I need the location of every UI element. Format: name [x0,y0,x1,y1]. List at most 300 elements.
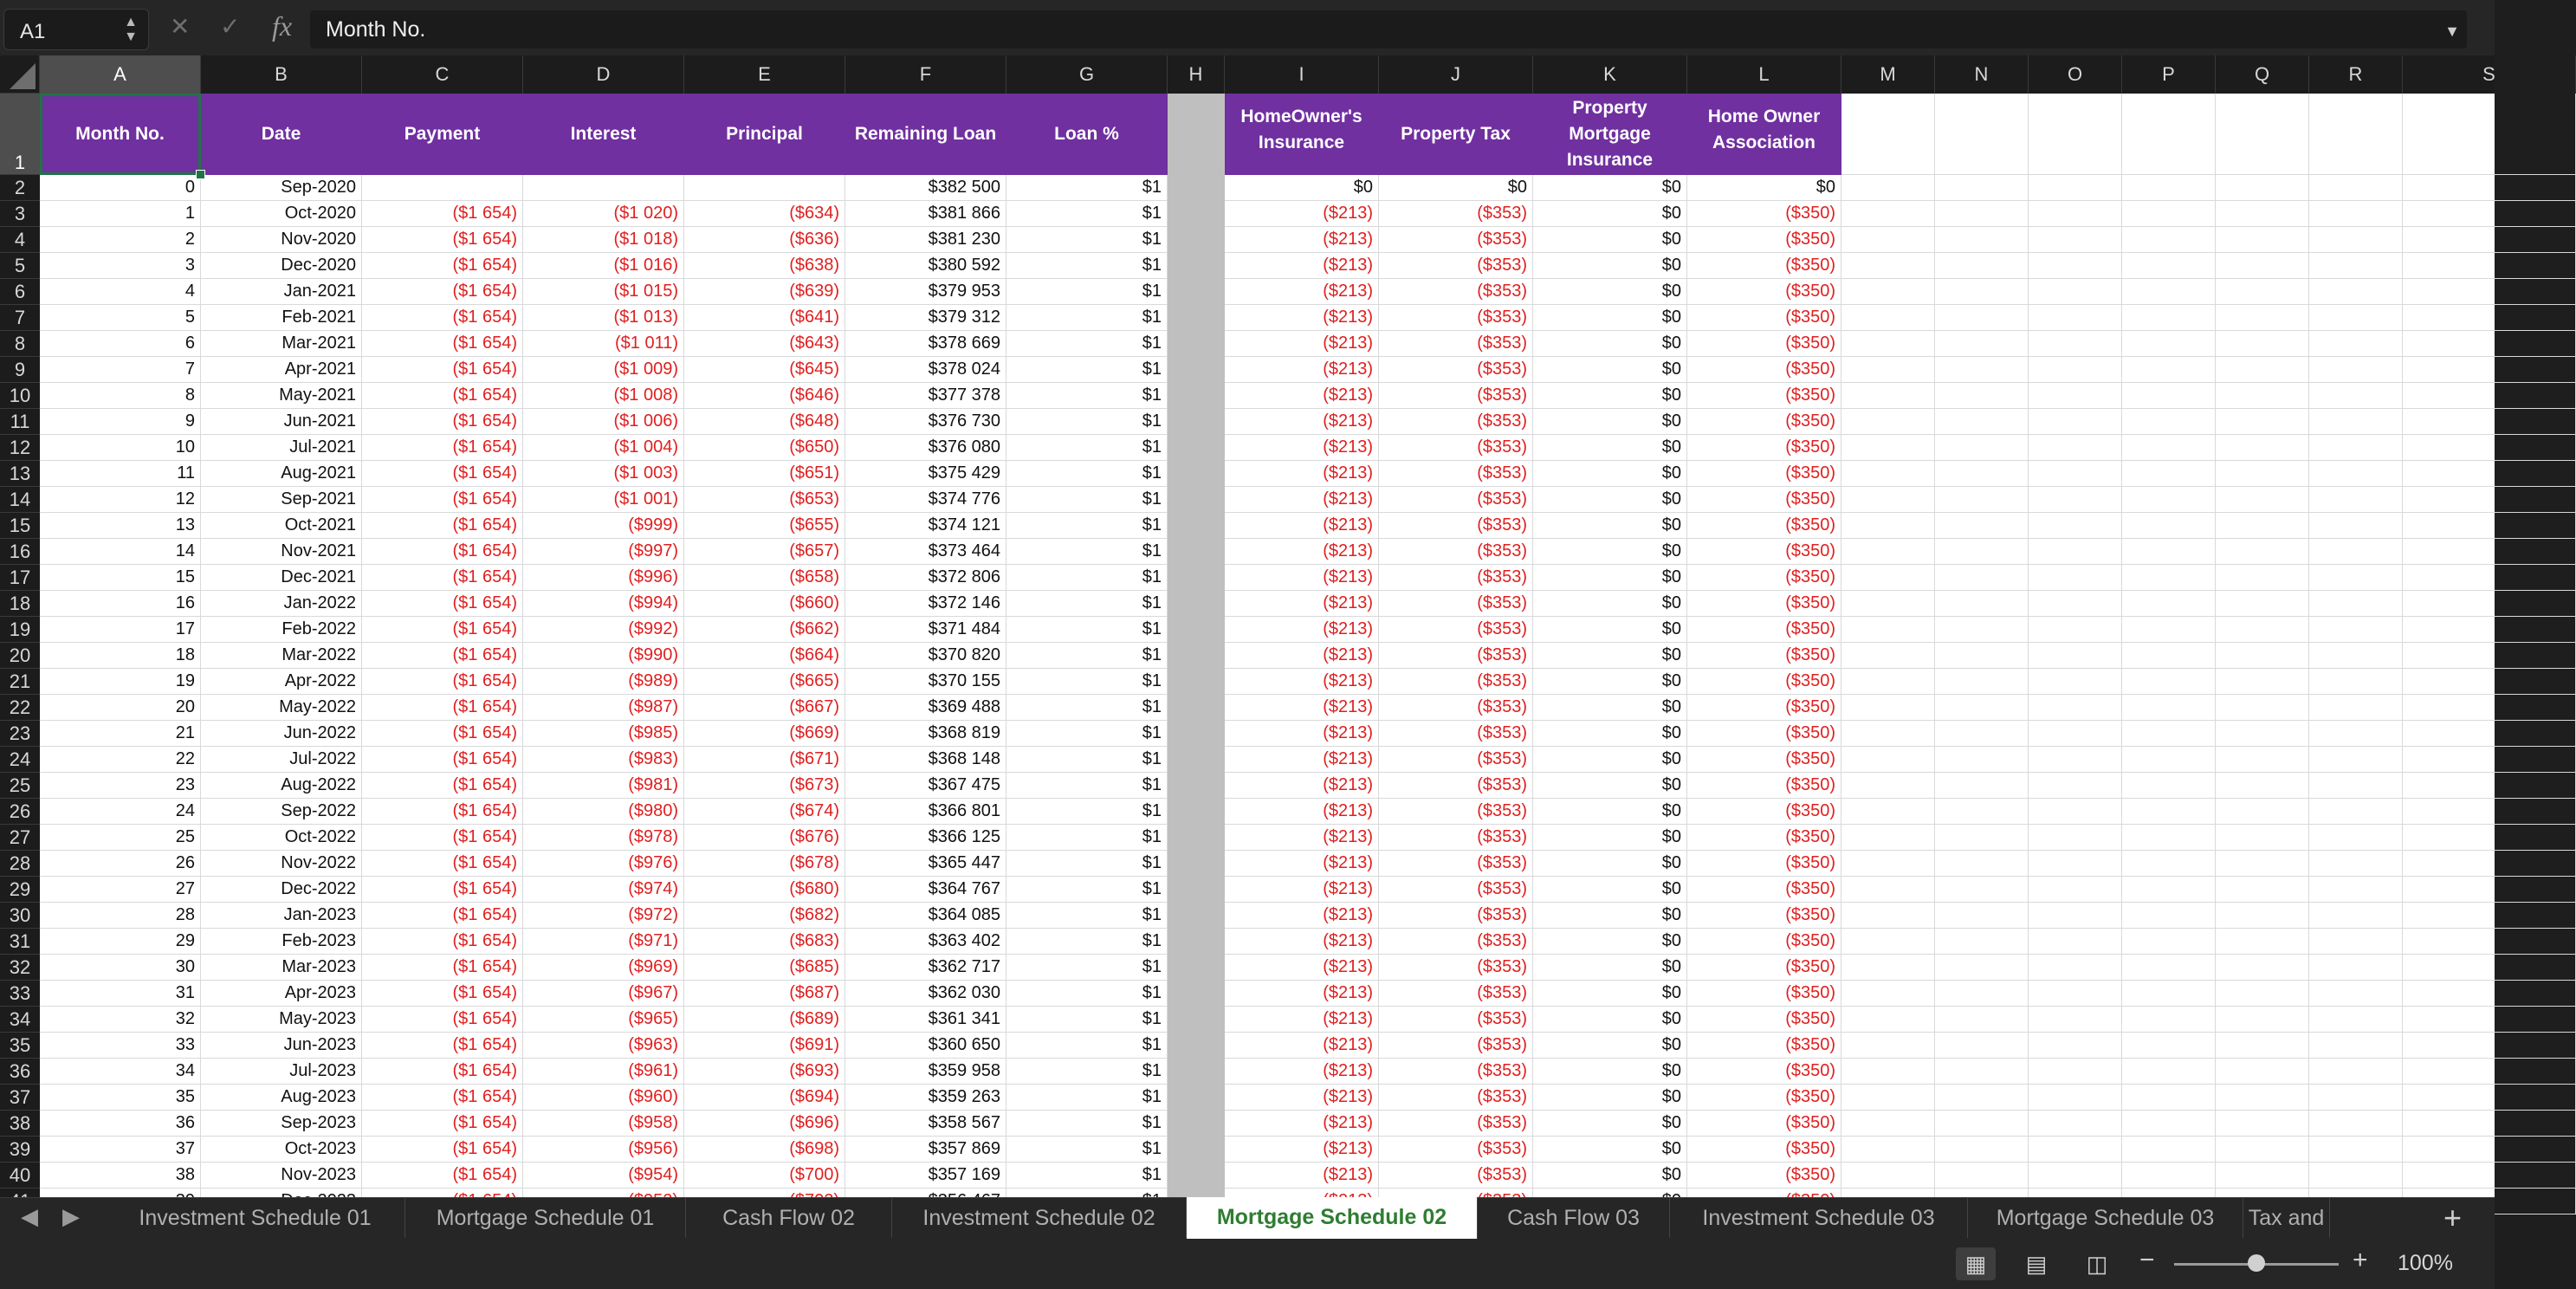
cell-l30[interactable]: ($350) [1687,903,1841,929]
cell-k7[interactable]: $0 [1533,305,1687,331]
normal-view-icon[interactable]: ▦ [1956,1247,1996,1280]
cell-e39[interactable]: ($698) [684,1137,845,1163]
cell-i8[interactable]: ($213) [1225,331,1379,357]
cell-g3[interactable]: $1 [1006,201,1168,227]
cell-f6[interactable]: $379 953 [845,279,1006,305]
cell-c11[interactable]: ($1 654) [362,409,523,435]
cell-e15[interactable]: ($655) [684,513,845,539]
cell-i26[interactable]: ($213) [1225,799,1379,825]
empty-cell[interactable] [2309,253,2403,279]
fill-handle[interactable] [196,170,205,179]
cell-i17[interactable]: ($213) [1225,565,1379,591]
empty-cell[interactable] [1841,1059,1935,1085]
spacer-cell-h[interactable] [1168,175,1225,201]
cell-a35[interactable]: 33 [40,1033,201,1059]
empty-cell[interactable] [1935,1137,2029,1163]
cell-g29[interactable]: $1 [1006,877,1168,903]
empty-cell[interactable] [2216,591,2309,617]
cell-k22[interactable]: $0 [1533,695,1687,721]
cell-b14[interactable]: Sep-2021 [201,487,362,513]
cell-a13[interactable]: 11 [40,461,201,487]
name-box[interactable] [3,9,149,50]
cell-k12[interactable]: $0 [1533,435,1687,461]
empty-cell[interactable] [1841,747,1935,773]
formula-input[interactable] [310,10,2467,49]
cell-e37[interactable]: ($694) [684,1085,845,1111]
cell-f12[interactable]: $376 080 [845,435,1006,461]
cell-c36[interactable]: ($1 654) [362,1059,523,1085]
empty-cell[interactable] [1841,981,1935,1007]
cell-f26[interactable]: $366 801 [845,799,1006,825]
header-cell-d[interactable]: Interest [523,94,684,175]
cell-b23[interactable]: Jun-2022 [201,721,362,747]
cell-g25[interactable]: $1 [1006,773,1168,799]
cell-c7[interactable]: ($1 654) [362,305,523,331]
cell-i21[interactable]: ($213) [1225,669,1379,695]
cell-e2[interactable] [684,175,845,201]
empty-cell[interactable] [1935,305,2029,331]
page-layout-icon[interactable]: ▤ [2025,1251,2048,1277]
empty-cell[interactable] [1841,1033,1935,1059]
cell-d29[interactable]: ($974) [523,877,684,903]
empty-cell[interactable] [2216,721,2309,747]
cell-l16[interactable]: ($350) [1687,539,1841,565]
cell-k24[interactable]: $0 [1533,747,1687,773]
cell-i2[interactable]: $0 [1225,175,1379,201]
cell-j11[interactable]: ($353) [1379,409,1533,435]
cell-f24[interactable]: $368 148 [845,747,1006,773]
cell-g34[interactable]: $1 [1006,1007,1168,1033]
row-header-28[interactable]: 28 [0,851,40,877]
cell-j15[interactable]: ($353) [1379,513,1533,539]
cell-f30[interactable]: $364 085 [845,903,1006,929]
cell-g17[interactable]: $1 [1006,565,1168,591]
empty-cell[interactable] [2122,1137,2216,1163]
header-cell-l[interactable]: Home Owner Association [1687,94,1841,175]
cell-a10[interactable]: 8 [40,383,201,409]
cell-d7[interactable]: ($1 013) [523,305,684,331]
row-header-9[interactable]: 9 [0,357,40,383]
cell-j40[interactable]: ($353) [1379,1163,1533,1189]
cell-b20[interactable]: Mar-2022 [201,643,362,669]
empty-cell[interactable] [2216,747,2309,773]
cell-i29[interactable]: ($213) [1225,877,1379,903]
cell-l19[interactable]: ($350) [1687,617,1841,643]
empty-cell[interactable] [2403,929,2576,955]
cell-e21[interactable]: ($665) [684,669,845,695]
cell-a34[interactable]: 32 [40,1007,201,1033]
cell-i36[interactable]: ($213) [1225,1059,1379,1085]
empty-cell[interactable] [1935,721,2029,747]
spacer-cell-h[interactable] [1168,513,1225,539]
empty-cell[interactable] [2403,357,2576,383]
cell-j24[interactable]: ($353) [1379,747,1533,773]
spacer-cell-h[interactable] [1168,669,1225,695]
cell-c32[interactable]: ($1 654) [362,955,523,981]
spacer-cell-h[interactable] [1168,487,1225,513]
spacer-cell-h[interactable] [1168,331,1225,357]
empty-cell[interactable] [1841,305,1935,331]
cell-l3[interactable]: ($350) [1687,201,1841,227]
spacer-cell-h[interactable] [1168,461,1225,487]
cell-a21[interactable]: 19 [40,669,201,695]
empty-cell[interactable] [2029,617,2122,643]
empty-cell[interactable] [2122,383,2216,409]
empty-cell[interactable] [2122,331,2216,357]
empty-cell[interactable] [1841,1085,1935,1111]
cell-j31[interactable]: ($353) [1379,929,1533,955]
spacer-cell-h[interactable] [1168,253,1225,279]
empty-cell[interactable] [1935,1111,2029,1137]
sheet-tab[interactable]: Mortgage Schedule 01 [405,1198,686,1238]
cell-a28[interactable]: 26 [40,851,201,877]
cell-k20[interactable]: $0 [1533,643,1687,669]
row-header-11[interactable]: 11 [0,409,40,435]
cell-g24[interactable]: $1 [1006,747,1168,773]
cell-l24[interactable]: ($350) [1687,747,1841,773]
empty-cell[interactable] [2216,825,2309,851]
cell-b33[interactable]: Apr-2023 [201,981,362,1007]
sheet-tab[interactable]: Tax and [2243,1198,2330,1238]
empty-cell[interactable] [2029,851,2122,877]
cell-g40[interactable]: $1 [1006,1163,1168,1189]
cell-k15[interactable]: $0 [1533,513,1687,539]
scroll-tabs-left-icon[interactable]: ◀ [21,1203,38,1229]
empty-cell[interactable] [2122,669,2216,695]
cell-f25[interactable]: $367 475 [845,773,1006,799]
empty-cell[interactable] [1841,825,1935,851]
empty-cell[interactable] [2309,1085,2403,1111]
cell-l8[interactable]: ($350) [1687,331,1841,357]
empty-cell[interactable] [1841,695,1935,721]
cell-c19[interactable]: ($1 654) [362,617,523,643]
cell-k40[interactable]: $0 [1533,1163,1687,1189]
spacer-cell-h[interactable] [1168,435,1225,461]
spacer-cell-h[interactable] [1168,409,1225,435]
cell-c31[interactable]: ($1 654) [362,929,523,955]
empty-cell[interactable] [1841,487,1935,513]
cell-i35[interactable]: ($213) [1225,1033,1379,1059]
column-header-g[interactable]: G [1006,55,1168,94]
row-header-31[interactable]: 31 [0,929,40,955]
empty-cell[interactable] [2216,1033,2309,1059]
row-header-12[interactable]: 12 [0,435,40,461]
empty-cell[interactable] [1841,227,1935,253]
empty-cell[interactable] [1841,669,1935,695]
cell-b21[interactable]: Apr-2022 [201,669,362,695]
cell-d6[interactable]: ($1 015) [523,279,684,305]
cell-l10[interactable]: ($350) [1687,383,1841,409]
empty-cell[interactable] [1841,591,1935,617]
cell-e5[interactable]: ($638) [684,253,845,279]
cell-k35[interactable]: $0 [1533,1033,1687,1059]
row-header-10[interactable]: 10 [0,383,40,409]
cell-k30[interactable]: $0 [1533,903,1687,929]
cell-a18[interactable]: 16 [40,591,201,617]
cell-f15[interactable]: $374 121 [845,513,1006,539]
cell-b13[interactable]: Aug-2021 [201,461,362,487]
cell-j19[interactable]: ($353) [1379,617,1533,643]
cell-c27[interactable]: ($1 654) [362,825,523,851]
cell-c23[interactable]: ($1 654) [362,721,523,747]
cell-l11[interactable]: ($350) [1687,409,1841,435]
cell-l25[interactable]: ($350) [1687,773,1841,799]
cell-d2[interactable] [523,175,684,201]
empty-cell[interactable] [2403,799,2576,825]
cell-i28[interactable]: ($213) [1225,851,1379,877]
cell-l2[interactable]: $0 [1687,175,1841,201]
cell-e8[interactable]: ($643) [684,331,845,357]
empty-cell[interactable] [2216,1085,2309,1111]
cell-d27[interactable]: ($978) [523,825,684,851]
cell-a31[interactable]: 29 [40,929,201,955]
cell-a3[interactable]: 1 [40,201,201,227]
empty-cell[interactable] [2403,617,2576,643]
sheet-tab[interactable]: Mortgage Schedule 03 [1968,1198,2243,1238]
empty-cell[interactable] [1841,1007,1935,1033]
cell-i32[interactable]: ($213) [1225,955,1379,981]
select-all-icon[interactable] [10,63,36,89]
cell-b22[interactable]: May-2022 [201,695,362,721]
empty-cell[interactable] [2403,903,2576,929]
cell-k34[interactable]: $0 [1533,1007,1687,1033]
cell-l4[interactable]: ($350) [1687,227,1841,253]
row-header-36[interactable]: 36 [0,1059,40,1085]
cell-f39[interactable]: $357 869 [845,1137,1006,1163]
cell-c10[interactable]: ($1 654) [362,383,523,409]
header-cell-f[interactable]: Remaining Loan [845,94,1006,175]
empty-cell[interactable] [2403,461,2576,487]
cell-d32[interactable]: ($969) [523,955,684,981]
empty-cell[interactable] [1841,461,1935,487]
empty-cell[interactable] [2403,539,2576,565]
empty-cell[interactable] [1841,331,1935,357]
empty-cell[interactable] [1841,903,1935,929]
page-break-icon[interactable]: ◫ [2086,1251,2108,1277]
cell-e20[interactable]: ($664) [684,643,845,669]
cell-e28[interactable]: ($678) [684,851,845,877]
empty-cell[interactable] [2216,305,2309,331]
cell-a2[interactable]: 0 [40,175,201,201]
cell-b28[interactable]: Nov-2022 [201,851,362,877]
cell-c38[interactable]: ($1 654) [362,1111,523,1137]
cell-c33[interactable]: ($1 654) [362,981,523,1007]
column-header-s[interactable]: S [2403,55,2576,94]
cell-l31[interactable]: ($350) [1687,929,1841,955]
cell-a8[interactable]: 6 [40,331,201,357]
cell-e25[interactable]: ($673) [684,773,845,799]
cell-f10[interactable]: $377 378 [845,383,1006,409]
empty-cell[interactable] [2029,1085,2122,1111]
empty-cell[interactable] [2216,227,2309,253]
empty-cell[interactable] [2403,1059,2576,1085]
cell-j36[interactable]: ($353) [1379,1059,1533,1085]
cell-l13[interactable]: ($350) [1687,461,1841,487]
empty-cell[interactable] [2403,253,2576,279]
cell-j37[interactable]: ($353) [1379,1085,1533,1111]
name-box-value[interactable]: A1 [20,20,46,43]
cell-g21[interactable]: $1 [1006,669,1168,695]
cell-d36[interactable]: ($961) [523,1059,684,1085]
cell-a15[interactable]: 13 [40,513,201,539]
formula-text[interactable]: Month No. [326,17,426,42]
cell-b37[interactable]: Aug-2023 [201,1085,362,1111]
empty-cell[interactable] [1841,643,1935,669]
column-header-p[interactable]: P [2122,55,2216,94]
column-header-j[interactable]: J [1379,55,1533,94]
column-header-k[interactable]: K [1533,55,1687,94]
header-cell-c[interactable]: Payment [362,94,523,175]
cell-c12[interactable]: ($1 654) [362,435,523,461]
empty-cell[interactable] [2122,877,2216,903]
row-header-22[interactable]: 22 [0,695,40,721]
cell-c30[interactable]: ($1 654) [362,903,523,929]
cell-c3[interactable]: ($1 654) [362,201,523,227]
zoom-in-icon[interactable]: + [2353,1246,2368,1274]
row-header-15[interactable]: 15 [0,513,40,539]
empty-cell[interactable] [1935,1085,2029,1111]
empty-cell[interactable] [1935,591,2029,617]
cell-l21[interactable]: ($350) [1687,669,1841,695]
cell-i5[interactable]: ($213) [1225,253,1379,279]
empty-cell[interactable] [2309,773,2403,799]
row-header-5[interactable]: 5 [0,253,40,279]
empty-cell[interactable] [1841,409,1935,435]
cell-b9[interactable]: Apr-2021 [201,357,362,383]
cell-e4[interactable]: ($636) [684,227,845,253]
cell-l12[interactable]: ($350) [1687,435,1841,461]
column-header-m[interactable]: M [1841,55,1935,94]
cell-i38[interactable]: ($213) [1225,1111,1379,1137]
empty-cell[interactable] [2029,201,2122,227]
cell-b4[interactable]: Nov-2020 [201,227,362,253]
empty-cell[interactable] [2403,851,2576,877]
row-header-16[interactable]: 16 [0,539,40,565]
header-cell-a[interactable]: Month No. [40,94,201,175]
cell-j8[interactable]: ($353) [1379,331,1533,357]
cell-k32[interactable]: $0 [1533,955,1687,981]
cell-b6[interactable]: Jan-2021 [201,279,362,305]
cell-e12[interactable]: ($650) [684,435,845,461]
empty-cell[interactable] [2309,227,2403,253]
cell-d18[interactable]: ($994) [523,591,684,617]
empty-cell[interactable] [2403,227,2576,253]
cell-g35[interactable]: $1 [1006,1033,1168,1059]
empty-cell[interactable] [1935,877,2029,903]
cell-g31[interactable]: $1 [1006,929,1168,955]
empty-cell[interactable] [1841,721,1935,747]
cell-k19[interactable]: $0 [1533,617,1687,643]
cell-k10[interactable]: $0 [1533,383,1687,409]
cell-k6[interactable]: $0 [1533,279,1687,305]
cell-d26[interactable]: ($980) [523,799,684,825]
cell-f5[interactable]: $380 592 [845,253,1006,279]
cell-a16[interactable]: 14 [40,539,201,565]
empty-cell[interactable] [1935,487,2029,513]
empty-cell[interactable] [2403,1111,2576,1137]
cell-k11[interactable]: $0 [1533,409,1687,435]
cell-c20[interactable]: ($1 654) [362,643,523,669]
zoom-out-icon[interactable]: − [2139,1246,2155,1274]
cell-c35[interactable]: ($1 654) [362,1033,523,1059]
spacer-cell-h[interactable] [1168,695,1225,721]
spacer-cell-h[interactable] [1168,1163,1225,1189]
cell-g18[interactable]: $1 [1006,591,1168,617]
empty-cell[interactable] [2309,383,2403,409]
empty-cell[interactable] [1841,513,1935,539]
empty-cell[interactable] [2029,799,2122,825]
cell-g23[interactable]: $1 [1006,721,1168,747]
empty-cell[interactable] [1935,409,2029,435]
cell-d17[interactable]: ($996) [523,565,684,591]
cell-a25[interactable]: 23 [40,773,201,799]
empty-cell[interactable] [2309,539,2403,565]
cell-i15[interactable]: ($213) [1225,513,1379,539]
spacer-cell-h[interactable] [1168,851,1225,877]
empty-cell[interactable] [2216,877,2309,903]
cell-f4[interactable]: $381 230 [845,227,1006,253]
cell-k29[interactable]: $0 [1533,877,1687,903]
empty-cell[interactable] [2216,1163,2309,1189]
cell-d15[interactable]: ($999) [523,513,684,539]
cell-e31[interactable]: ($683) [684,929,845,955]
cell-i23[interactable]: ($213) [1225,721,1379,747]
cancel-edit-icon[interactable]: ✕ [170,13,191,40]
confirm-edit-icon[interactable]: ✓ [220,13,241,40]
cell-j39[interactable]: ($353) [1379,1137,1533,1163]
empty-cell[interactable] [2216,94,2309,175]
cell-f21[interactable]: $370 155 [845,669,1006,695]
empty-cell[interactable] [1935,513,2029,539]
sheet-tab[interactable]: Cash Flow 03 [1478,1198,1670,1238]
cell-b24[interactable]: Jul-2022 [201,747,362,773]
cell-b11[interactable]: Jun-2021 [201,409,362,435]
empty-cell[interactable] [2309,721,2403,747]
cell-f13[interactable]: $375 429 [845,461,1006,487]
cell-g16[interactable]: $1 [1006,539,1168,565]
empty-cell[interactable] [2216,175,2309,201]
cell-j25[interactable]: ($353) [1379,773,1533,799]
cell-d23[interactable]: ($985) [523,721,684,747]
column-header-r[interactable]: R [2309,55,2403,94]
empty-cell[interactable] [2403,695,2576,721]
cell-g8[interactable]: $1 [1006,331,1168,357]
cell-b39[interactable]: Oct-2023 [201,1137,362,1163]
cell-e32[interactable]: ($685) [684,955,845,981]
cell-l17[interactable]: ($350) [1687,565,1841,591]
empty-cell[interactable] [2216,981,2309,1007]
cell-k17[interactable]: $0 [1533,565,1687,591]
cell-d35[interactable]: ($963) [523,1033,684,1059]
cell-i30[interactable]: ($213) [1225,903,1379,929]
empty-cell[interactable] [2309,1033,2403,1059]
cell-j38[interactable]: ($353) [1379,1111,1533,1137]
empty-cell[interactable] [2309,851,2403,877]
spacer-cell-h[interactable] [1168,1111,1225,1137]
empty-cell[interactable] [2029,279,2122,305]
cell-k3[interactable]: $0 [1533,201,1687,227]
select-all-corner[interactable] [0,55,40,94]
empty-cell[interactable] [1935,435,2029,461]
cell-b40[interactable]: Nov-2023 [201,1163,362,1189]
empty-cell[interactable] [1841,1111,1935,1137]
cell-g39[interactable]: $1 [1006,1137,1168,1163]
empty-cell[interactable] [2309,747,2403,773]
cell-a17[interactable]: 15 [40,565,201,591]
cell-j22[interactable]: ($353) [1379,695,1533,721]
empty-cell[interactable] [2309,981,2403,1007]
empty-cell[interactable] [1841,877,1935,903]
